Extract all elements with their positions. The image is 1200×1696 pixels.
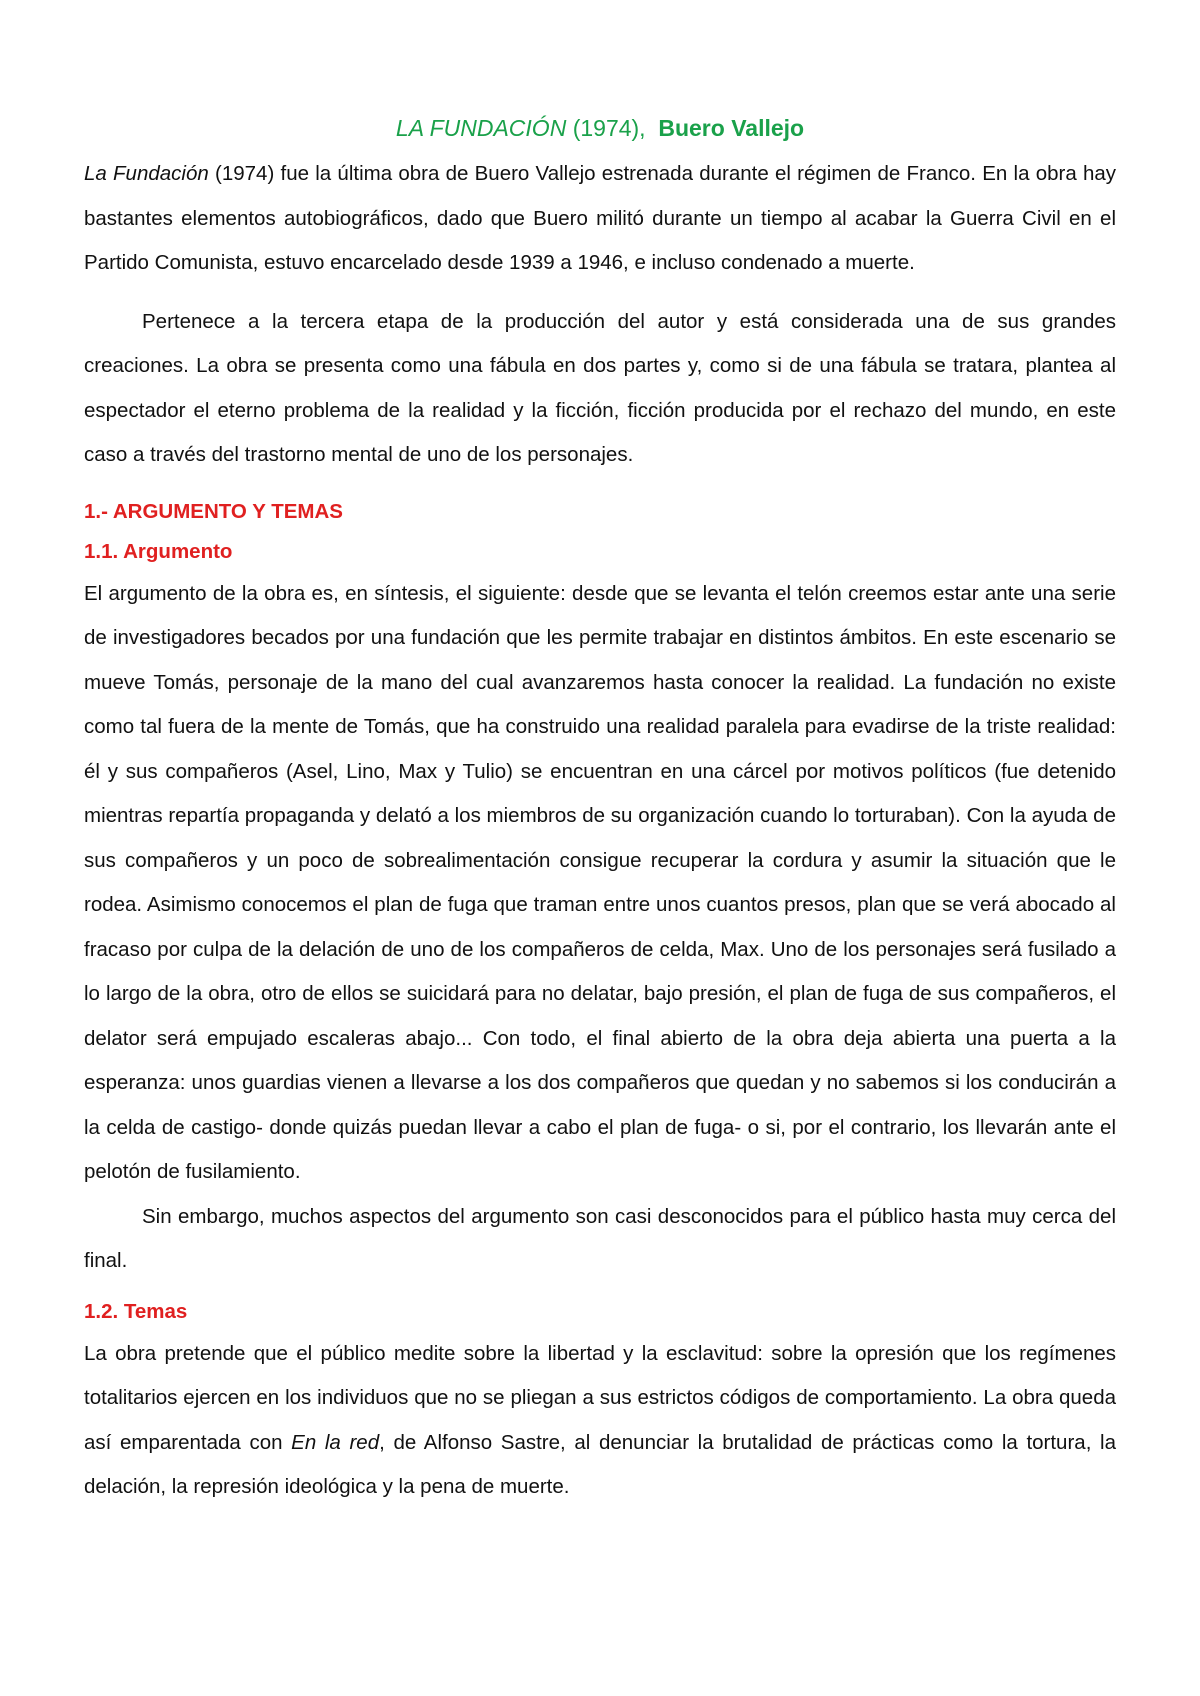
document-title xyxy=(84,112,1116,148)
title-author: Buero Vallejo xyxy=(658,115,805,141)
temas-work-italic: En la red xyxy=(291,1430,380,1454)
subsection-heading-argumento: 1.1. Argumento xyxy=(84,539,233,563)
temas-text-a: La obra pretende que el público medite sobre la libertad y la esclavitud: sobre la opresión que los regímenes totalitarios ejercen en los individuos que no se pliegan a sus estrictos códigos de comportamiento. La obra queda así emparentada con xyxy=(84,1341,1116,1454)
temas-text-b: , de Alfonso Sastre, al denunciar la brutalidad de prácticas como la tortura, la delación, la represión ideológica y la pena de muerte. xyxy=(84,1430,1116,1498)
title-year: (1974), xyxy=(566,115,646,141)
section-heading-argumento-temas: 1.- ARGUMENTO Y TEMAS xyxy=(84,499,343,523)
intro-paragraph-1 xyxy=(84,152,1116,286)
intro-paragraph-1-text: (1974) fue la última obra de Buero Vallejo estrenada durante el régimen de Franco. En la obra hay bastantes elementos autobiográficos, dado que Buero militó durante un tiempo al acabar la Guerra Civil en el Partido Comunista, estuvo encarcelado desde 1939 a 1946, e incluso condenado a muerte. xyxy=(84,162,1117,274)
document-page xyxy=(84,112,1116,1510)
title-work: LA FUNDACIÓN xyxy=(395,115,567,141)
argumento-paragraph-2: Sin embargo, muchos aspectos del argumento son casi desconocidos para el público hasta muy cerca del final. xyxy=(84,1204,1116,1272)
argumento-paragraph-1: El argumento de la obra es, en síntesis, el siguiente: desde que se levanta el telón creemos estar ante una serie de investigadores becados por una fundación que les permite trabajar en distintos ámbitos. En este escenario se mueve Tomás, personaje de la mano del cual avanzaremos hasta conocer la realidad. La fundación no existe como tal fuera de la mente de Tomás, que ha construido una realidad paralela para evadirse de la triste realidad: él y sus compañeros (Asel, Lino, Max y Tulio) se encuentran en una cárcel por motivos políticos (fue detenido mientras repartía propaganda y delató a los miembros de su organización cuando lo torturaban). Con la ayuda de sus compañeros y un poco de sobrealimentación consigue recuperar la cordura y asumir la situación que le rodea. Asimismo conocemos el plan de fuga que traman entre unos cuantos presos, plan que se verá abocado al fracaso por culpa de la delación de uno de los compañeros de celda, Max. Uno de los personajes será fusilado a lo largo de la obra, otro de ellos se suicidará para no delatar, bajo presión, el plan de fuga de sus compañeros, el delator será empujado escaleras abajo... Con todo, el final abierto de la obra deja abierta una puerta a la esperanza: unos guardias vienen a llevarse a los dos compañeros que quedan y no sabemos si los conducirán a la celda de castigo- donde quizás puedan llevar a cabo el plan de fuga- o si, por el contrario, los llevarán ante el pelotón de fusilamiento. xyxy=(84,581,1116,1183)
intro-paragraph-2: Pertenece a la tercera etapa de la producción del autor y está considerada una de sus grandes creaciones. La obra se presenta como una fábula en dos partes y, como si de una fábula se tratara, plantea al espectador el eterno problema de la realidad y la ficción, ficción producida por el rechazo del mundo, en este caso a través del trastorno mental de uno de los personajes. xyxy=(84,309,1116,466)
intro-work-italic: La Fundación xyxy=(84,162,209,185)
subsection-heading-temas: 1.2. Temas xyxy=(84,1299,188,1323)
temas-paragraph-1 xyxy=(84,1332,1116,1510)
